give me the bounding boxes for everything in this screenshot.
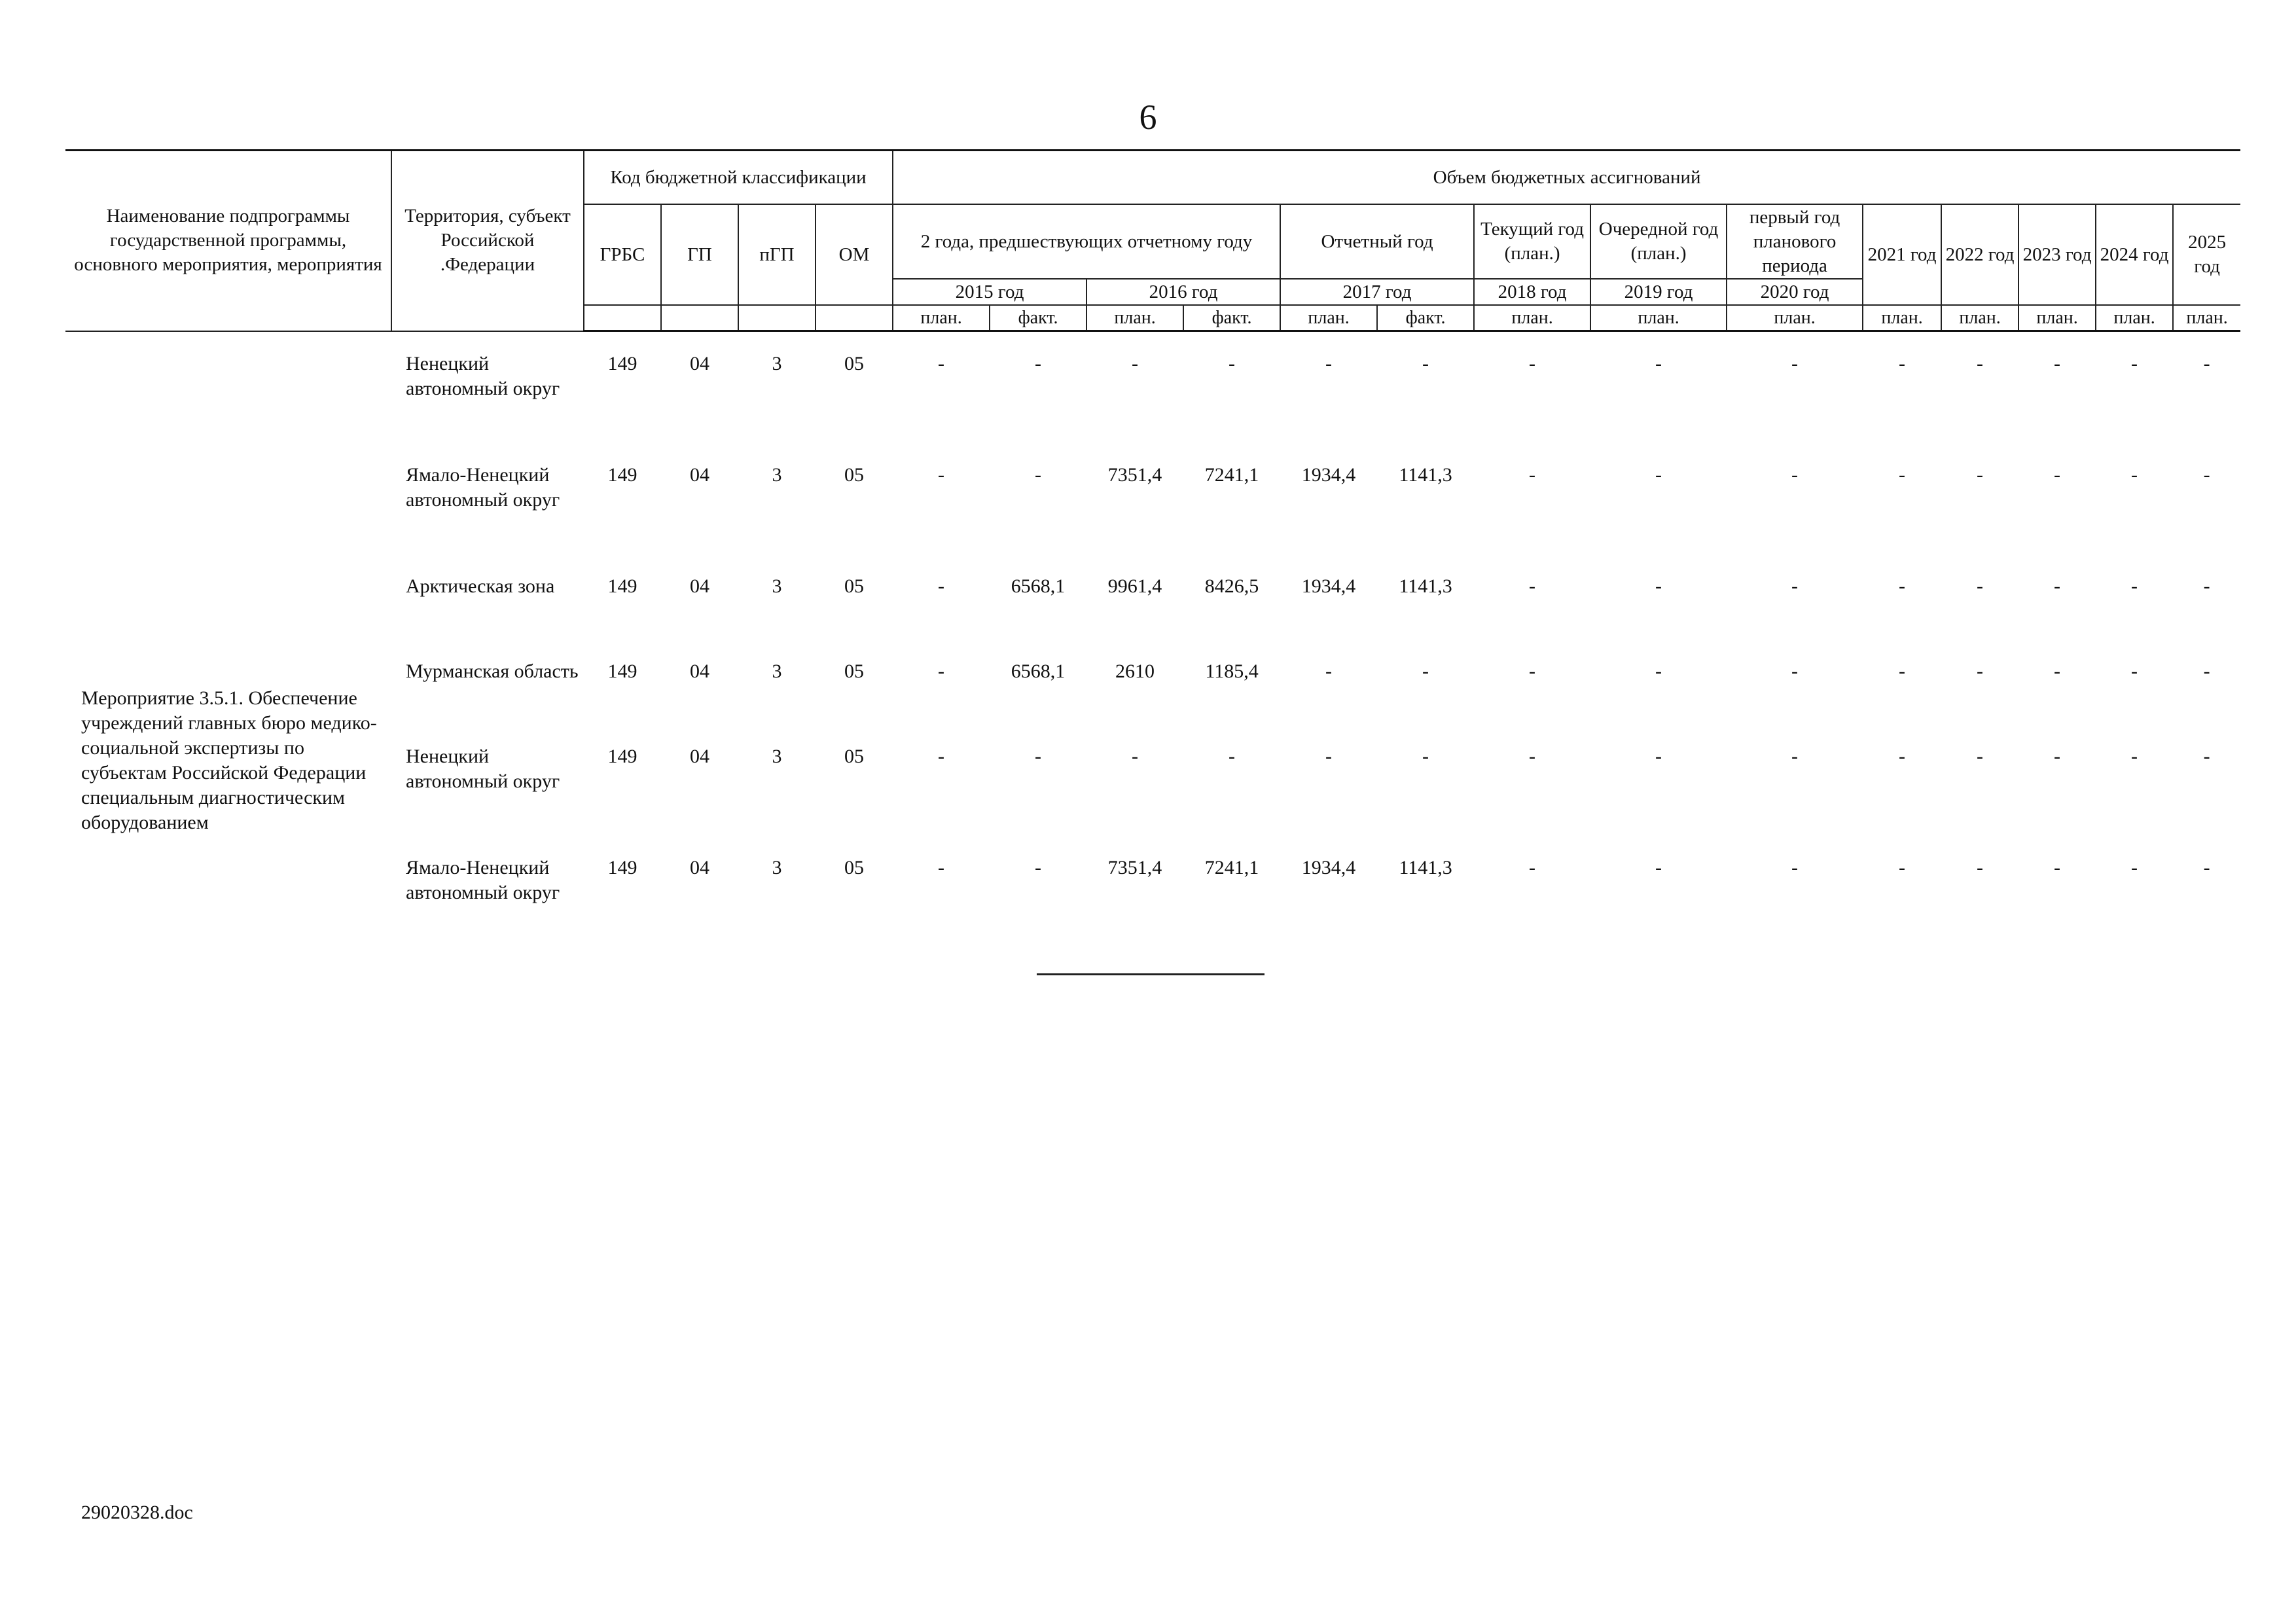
header-plan: план. <box>2173 305 2240 331</box>
value-cell: 04 <box>690 575 709 597</box>
header-first-plan: первый год планового периода <box>1727 204 1863 279</box>
value-cell: - <box>1422 746 1429 767</box>
file-name: 29020328.doc <box>81 1502 193 1523</box>
table-row <box>65 554 2240 640</box>
value-cell: 05 <box>844 660 865 682</box>
value-cell: - <box>2131 575 2138 597</box>
value-cell: - <box>2131 857 2138 878</box>
header-plan: план. <box>2018 305 2096 331</box>
header-plan: план. <box>1727 305 1863 331</box>
value-cell: - <box>1977 464 1984 486</box>
value-cell: - <box>1791 575 1799 597</box>
value-cell: - <box>1655 575 1662 597</box>
value-cell: - <box>2054 857 2061 878</box>
value-cell: 04 <box>690 353 709 374</box>
header-year-2016: 2016 год <box>1086 279 1280 305</box>
value-cell: - <box>1655 464 1662 486</box>
value-cell: - <box>1529 464 1536 486</box>
value-cell: 04 <box>690 660 709 682</box>
value-cell: 1185,4 <box>1205 660 1259 682</box>
value-cell: 149 <box>607 575 637 597</box>
header-plan: план. <box>1863 305 1941 331</box>
value-cell: - <box>1132 353 1139 374</box>
activity-name-cell: Мероприятие 3.5.1. Обеспечение учреждений главных бюро медико-социальной экспертизы по субъектам Российской Федерации специальным диагностическим оборудованием <box>81 687 377 833</box>
territory-cell: Мурманская область <box>406 660 579 682</box>
value-cell: - <box>1529 575 1536 597</box>
territory-cell: Ямало-Ненецкий автономный округ <box>406 464 560 511</box>
header-code: Код бюджетной классификации <box>584 151 893 205</box>
page-number: 6 <box>1139 98 1157 137</box>
value-cell: 149 <box>607 464 637 486</box>
value-cell: - <box>1529 660 1536 682</box>
value-cell: - <box>1655 660 1662 682</box>
value-cell: 149 <box>607 857 637 878</box>
header-plan: план. <box>1941 305 2018 331</box>
header-gp: ГП <box>661 204 738 305</box>
value-cell: - <box>938 857 945 878</box>
table-row <box>65 836 2240 947</box>
header-year-2019: 2019 год <box>1590 279 1727 305</box>
value-cell: 149 <box>607 353 637 374</box>
value-cell: - <box>2203 575 2210 597</box>
header-name: Наименование подпрограммы государственной программы, основного мероприятия, мероприятия <box>65 151 391 331</box>
value-cell: - <box>1791 464 1799 486</box>
value-cell: - <box>1899 575 1906 597</box>
value-cell: - <box>1529 353 1536 374</box>
value-cell: 7351,4 <box>1107 857 1162 878</box>
value-cell: - <box>1655 746 1662 767</box>
value-cell: 2610 <box>1115 660 1155 682</box>
value-cell: 04 <box>690 464 709 486</box>
value-cell: - <box>1035 857 1042 878</box>
value-cell: - <box>1132 746 1139 767</box>
table-header <box>65 151 2240 331</box>
value-cell: 1934,4 <box>1301 857 1356 878</box>
value-cell: 1934,4 <box>1301 464 1356 486</box>
value-cell: 3 <box>772 660 782 682</box>
header-fact: факт. <box>1377 305 1474 331</box>
value-cell: - <box>2203 857 2210 878</box>
header-year-2017: 2017 год <box>1280 279 1474 305</box>
table-row <box>65 443 2240 554</box>
value-cell: 1141,3 <box>1399 464 1452 486</box>
value-cell: 1141,3 <box>1399 857 1452 878</box>
value-cell: 8426,5 <box>1204 575 1259 597</box>
territory-cell: Ямало-Ненецкий автономный округ <box>406 857 560 903</box>
value-cell: - <box>1529 857 1536 878</box>
value-cell: - <box>1899 464 1906 486</box>
value-cell: - <box>1325 660 1333 682</box>
header-2022: 2022 год <box>1941 204 2018 305</box>
value-cell: 05 <box>844 464 865 486</box>
value-cell: - <box>938 464 945 486</box>
header-plan: план. <box>1590 305 1727 331</box>
table-body <box>65 331 2240 948</box>
header-next-year: Очередной год (план.) <box>1590 204 1727 279</box>
name-cell-empty <box>65 443 391 554</box>
value-cell: - <box>2203 353 2210 374</box>
value-cell: 05 <box>844 575 865 597</box>
value-cell: 9961,4 <box>1107 575 1162 597</box>
footer-divider <box>1037 973 1265 975</box>
header-two-years: 2 года, предшествующих отчетному году <box>893 204 1280 279</box>
header-year-2018: 2018 год <box>1474 279 1590 305</box>
value-cell: 149 <box>607 660 637 682</box>
value-cell: - <box>1422 353 1429 374</box>
table-row <box>65 331 2240 444</box>
table-row <box>65 640 2240 725</box>
header-2025: 2025 год <box>2173 204 2240 305</box>
value-cell: - <box>1977 575 1984 597</box>
value-cell: - <box>2203 746 2210 767</box>
value-cell: - <box>2131 464 2138 486</box>
value-cell: - <box>2054 464 2061 486</box>
value-cell: 1141,3 <box>1399 575 1452 597</box>
value-cell: - <box>1899 660 1906 682</box>
value-cell: - <box>938 353 945 374</box>
value-cell: - <box>2203 660 2210 682</box>
header-year-2020: 2020 год <box>1727 279 1863 305</box>
value-cell: 1934,4 <box>1301 575 1356 597</box>
value-cell: 7241,1 <box>1204 464 1259 486</box>
value-cell: - <box>1325 746 1333 767</box>
value-cell: - <box>2131 660 2138 682</box>
value-cell: - <box>2054 575 2061 597</box>
value-cell: - <box>1035 353 1042 374</box>
value-cell: 6568,1 <box>1011 575 1066 597</box>
header-plan: план. <box>1086 305 1183 331</box>
header-fact: факт. <box>990 305 1086 331</box>
value-cell: - <box>1977 660 1984 682</box>
value-cell: - <box>2054 746 2061 767</box>
value-cell: - <box>1791 353 1799 374</box>
value-cell: - <box>2054 660 2061 682</box>
value-cell: 3 <box>772 746 782 767</box>
territory-cell: Ненецкий автономный округ <box>406 352 560 399</box>
value-cell: - <box>1229 353 1236 374</box>
value-cell: - <box>938 575 945 597</box>
value-cell: - <box>1899 353 1906 374</box>
header-pgp-blank <box>738 305 816 331</box>
header-2024: 2024 год <box>2096 204 2173 305</box>
value-cell: - <box>2131 353 2138 374</box>
table-row <box>65 725 2240 836</box>
value-cell: - <box>1229 746 1236 767</box>
value-cell: - <box>1977 746 1984 767</box>
header-plan: план. <box>2096 305 2173 331</box>
header-2021: 2021 год <box>1863 204 1941 305</box>
header-plan: план. <box>1280 305 1377 331</box>
value-cell: - <box>1899 857 1906 878</box>
header-fact: факт. <box>1183 305 1280 331</box>
budget-table <box>65 149 2229 947</box>
header-year-2015: 2015 год <box>893 279 1086 305</box>
value-cell: - <box>1899 746 1906 767</box>
value-cell: 05 <box>844 746 865 767</box>
name-cell-empty <box>65 331 391 444</box>
header-current-year: Текущий год (план.) <box>1474 204 1590 279</box>
territory-cell: Арктическая зона <box>406 575 555 597</box>
value-cell: 7241,1 <box>1204 857 1259 878</box>
value-cell: - <box>1035 746 1042 767</box>
value-cell: 3 <box>772 857 782 878</box>
value-cell: - <box>938 746 945 767</box>
value-cell: 3 <box>772 353 782 374</box>
header-report-year: Отчетный год <box>1280 204 1474 279</box>
value-cell: - <box>1791 660 1799 682</box>
value-cell: 04 <box>690 746 709 767</box>
header-2023: 2023 год <box>2018 204 2096 305</box>
value-cell: - <box>938 660 945 682</box>
header-om: ОМ <box>816 204 893 305</box>
value-cell: - <box>1791 857 1799 878</box>
value-cell: - <box>2203 464 2210 486</box>
value-cell: - <box>1655 353 1662 374</box>
value-cell: 05 <box>844 857 865 878</box>
value-cell: - <box>2131 746 2138 767</box>
header-grbs-blank <box>584 305 661 331</box>
value-cell: 149 <box>607 746 637 767</box>
header-volume: Объем бюджетных ассигнований <box>893 151 2240 205</box>
header-plan: план. <box>893 305 990 331</box>
value-cell: - <box>1035 464 1042 486</box>
value-cell: - <box>1655 857 1662 878</box>
value-cell: 04 <box>690 857 709 878</box>
value-cell: - <box>1977 353 1984 374</box>
value-cell: - <box>1422 660 1429 682</box>
value-cell: - <box>1791 746 1799 767</box>
value-cell: - <box>2054 353 2061 374</box>
value-cell: - <box>1325 353 1333 374</box>
header-pgp: пГП <box>738 204 816 305</box>
value-cell: - <box>1529 746 1536 767</box>
header-plan: план. <box>1474 305 1590 331</box>
value-cell: 3 <box>772 464 782 486</box>
value-cell: 6568,1 <box>1011 660 1066 682</box>
header-gp-blank <box>661 305 738 331</box>
value-cell: 3 <box>772 575 782 597</box>
value-cell: - <box>1977 857 1984 878</box>
header-om-blank <box>816 305 893 331</box>
header-grbs: ГРБС <box>584 204 661 305</box>
header-territory: Территория, субъект Российской .Федерации <box>391 151 584 331</box>
territory-cell: Ненецкий автономный округ <box>406 746 560 792</box>
value-cell: 05 <box>844 353 865 374</box>
value-cell: 7351,4 <box>1107 464 1162 486</box>
